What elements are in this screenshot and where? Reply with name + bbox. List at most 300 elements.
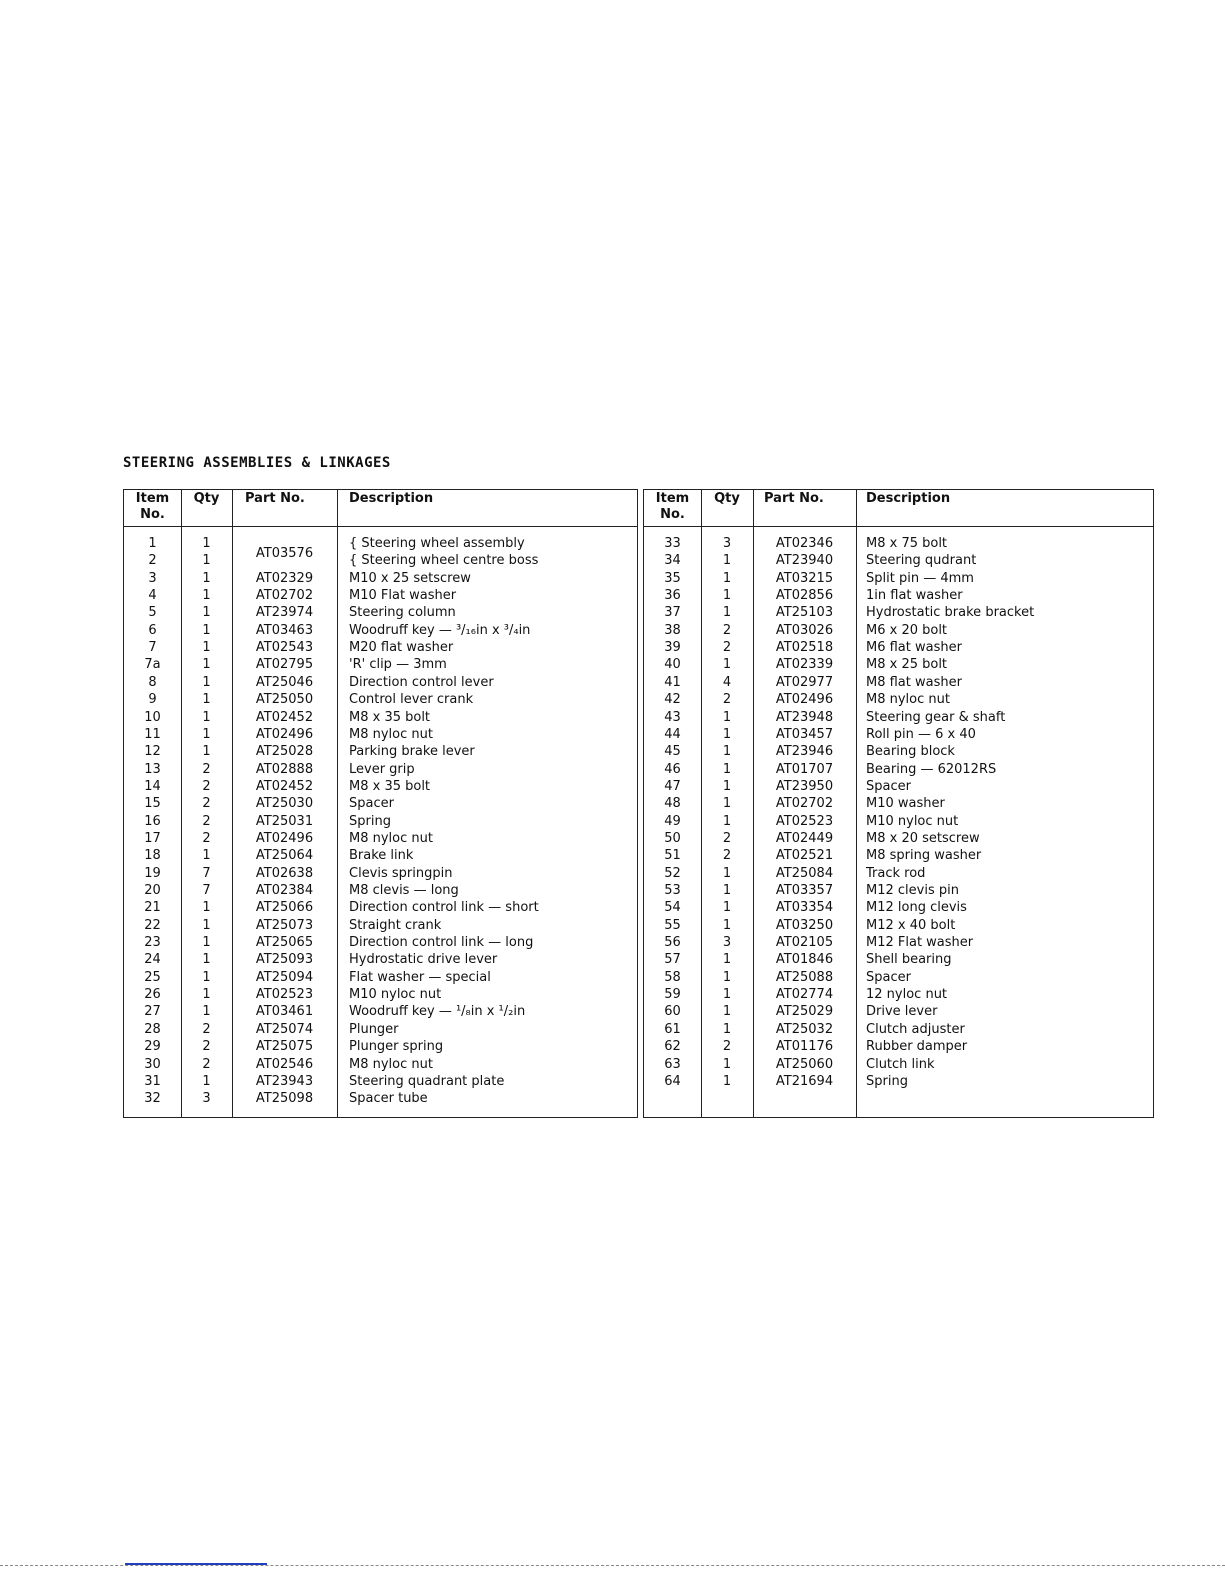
description-cell: Steering gear & shaft [866, 709, 1006, 725]
item-no-cell: 10 [144, 709, 161, 725]
qty-cell: 1 [202, 536, 211, 551]
table-row [644, 674, 1153, 691]
description-cell: M10 nyloc nut [349, 987, 442, 1003]
table-row [124, 726, 637, 743]
table-row [644, 986, 1153, 1003]
table-row [124, 882, 637, 899]
table-row [124, 917, 637, 934]
qty-cell: 1 [722, 1073, 732, 1089]
qty-cell: 1 [722, 883, 732, 898]
description-cell: Track rod [866, 865, 926, 881]
description-cell: Brake link [349, 848, 414, 864]
qty-cell: 3 [722, 536, 732, 551]
table-row [644, 865, 1153, 882]
part-no-cell: AT23950 [775, 778, 834, 794]
table-row [644, 535, 1153, 552]
qty-cell: 1 [722, 987, 732, 1003]
item-no-cell: 11 [144, 726, 161, 742]
qty-cell: 1 [722, 1021, 732, 1037]
part-no-cell: AT03357 [775, 883, 834, 898]
footer-divider [0, 1565, 1225, 1566]
part-no-cell: AT25066 [255, 900, 314, 916]
part-no-cell: AT02543 [255, 640, 314, 656]
part-no-cell: AT25032 [775, 1021, 834, 1037]
item-no-cell: 51 [664, 848, 681, 864]
part-no-cell: AT02452 [255, 778, 314, 794]
description-cell: Parking brake lever [349, 744, 475, 760]
qty-cell: 1 [202, 848, 211, 864]
qty-cell: 1 [202, 969, 211, 985]
item-no-cell: 26 [144, 987, 161, 1003]
item-no-cell: 13 [144, 761, 161, 777]
item-no-cell: 34 [664, 553, 681, 569]
table-row [644, 1021, 1153, 1038]
table-row [124, 1021, 637, 1038]
item-no-cell: 20 [144, 883, 161, 898]
part-no-cell: AT02329 [255, 570, 314, 586]
part-no-cell: AT01707 [775, 761, 834, 777]
table-row [644, 552, 1153, 569]
item-no-cell: 28 [144, 1021, 161, 1037]
item-no-cell: 14 [144, 778, 161, 794]
description-cell: Direction control link — long [349, 935, 534, 951]
qty-cell: 1 [722, 952, 732, 968]
description-cell: Flat washer — special [349, 969, 491, 985]
table-row [644, 813, 1153, 830]
table-row [644, 726, 1153, 743]
part-no-cell: AT03026 [775, 622, 834, 638]
item-no-cell: 15 [144, 796, 161, 812]
description-cell: M8 nyloc nut [866, 692, 950, 708]
footer-link-underline [125, 1563, 267, 1565]
description-cell: M8 x 25 bolt [866, 657, 948, 673]
table-row [124, 709, 637, 726]
qty-cell: 1 [202, 570, 211, 586]
part-no-cell: AT03250 [775, 917, 834, 933]
table-row [644, 656, 1153, 673]
item-no-cell: 2 [148, 553, 157, 569]
table-row [644, 1073, 1153, 1090]
qty-cell: 1 [722, 588, 732, 604]
description-cell: Lever grip [349, 761, 415, 777]
description-cell: Steering column [349, 605, 456, 621]
table-row [124, 1003, 637, 1020]
description-cell: 1in flat washer [866, 588, 963, 604]
part-no-cell: AT25050 [255, 692, 314, 708]
qty-cell: 1 [202, 952, 211, 968]
description-cell: Spacer [866, 778, 911, 794]
qty-cell: 1 [722, 726, 732, 742]
header-item-label: Item No. [655, 491, 690, 522]
part-no-cell: AT25028 [255, 744, 314, 760]
description-cell: Spacer tube [349, 1091, 428, 1107]
item-no-cell: 46 [664, 761, 681, 777]
table-row [644, 1003, 1153, 1020]
item-no-cell: 42 [664, 692, 681, 708]
table-row [644, 622, 1153, 639]
qty-cell: 1 [722, 709, 732, 725]
table-row [644, 917, 1153, 934]
qty-cell: 1 [202, 588, 211, 604]
part-no-cell: AT02496 [255, 726, 314, 742]
item-no-cell: 7a [144, 657, 161, 673]
table-row [644, 795, 1153, 812]
qty-cell: 2 [722, 640, 732, 656]
description-cell: Steering quadrant plate [349, 1073, 505, 1089]
description-cell: { Steering wheel centre boss [349, 553, 539, 569]
description-cell: M8 x 20 setscrew [866, 830, 980, 846]
description-cell: M10 washer [866, 796, 945, 812]
item-no-cell: 6 [148, 622, 157, 638]
description-cell: Control lever crank [349, 692, 474, 708]
header-item-no [644, 491, 701, 523]
part-no-cell: AT02523 [255, 987, 314, 1003]
part-no-cell: AT03461 [255, 1004, 314, 1020]
table-row [644, 587, 1153, 604]
item-no-cell: 60 [664, 1004, 681, 1020]
part-no-cell: AT23943 [255, 1073, 314, 1089]
description-cell: Direction control lever [349, 674, 494, 690]
table-row [644, 1056, 1153, 1073]
description-cell: M8 clevis — long [349, 883, 459, 898]
item-no-cell: 44 [664, 726, 681, 742]
qty-cell: 2 [202, 761, 211, 777]
parts-table-right [643, 489, 1154, 1118]
description-cell: 'R' clip — 3mm [349, 657, 447, 673]
description-cell: M8 nyloc nut [349, 830, 433, 846]
table-row [644, 743, 1153, 760]
part-no-cell: AT25103 [775, 605, 834, 621]
qty-cell: 2 [722, 622, 732, 638]
description-cell: M12 Flat washer [866, 935, 974, 951]
qty-cell: 1 [202, 553, 211, 569]
item-no-cell: 23 [144, 935, 161, 951]
header-divider [124, 526, 637, 527]
description-cell: 12 nyloc nut [866, 987, 948, 1003]
qty-cell: 1 [722, 778, 732, 794]
table-row [644, 899, 1153, 916]
table-row [644, 604, 1153, 621]
qty-cell: 1 [202, 987, 211, 1003]
qty-cell: 1 [722, 1056, 732, 1072]
table-row [124, 865, 637, 882]
table-row [124, 778, 637, 795]
item-no-cell: 31 [144, 1073, 161, 1089]
item-no-cell: 43 [664, 709, 681, 725]
header-description: Description [866, 491, 951, 506]
table-row [124, 1038, 637, 1055]
qty-cell: 2 [722, 692, 732, 708]
part-no-cell: AT25084 [775, 865, 834, 881]
item-no-cell: 22 [144, 917, 161, 933]
qty-cell: 2 [722, 1039, 732, 1055]
description-cell: Straight crank [349, 917, 442, 933]
table-row [124, 656, 637, 673]
part-no-cell: AT02702 [255, 588, 314, 604]
item-no-cell: 32 [144, 1091, 161, 1107]
qty-cell: 2 [202, 1056, 211, 1072]
item-no-cell: 7 [148, 640, 157, 656]
item-no-cell: 12 [144, 744, 161, 760]
table-row [124, 847, 637, 864]
item-no-cell: 38 [664, 622, 681, 638]
qty-cell: 1 [202, 935, 211, 951]
part-no-cell: AT02546 [255, 1056, 314, 1072]
description-cell: M10 Flat washer [349, 588, 457, 604]
qty-cell: 1 [722, 796, 732, 812]
description-cell: M6 flat washer [866, 640, 962, 656]
item-no-cell: 58 [664, 969, 681, 985]
description-cell: M12 long clevis [866, 900, 967, 916]
part-no-cell: AT02384 [255, 883, 314, 898]
description-cell: Spring [866, 1073, 908, 1089]
description-cell: Woodruff key — ¹/₈in x ¹/₂in [349, 1004, 526, 1020]
table-row [644, 639, 1153, 656]
qty-cell: 1 [722, 1004, 732, 1020]
table-row [124, 691, 637, 708]
item-no-cell: 5 [148, 605, 157, 621]
description-cell: Hydrostatic drive lever [349, 952, 498, 968]
qty-cell: 1 [202, 640, 211, 656]
table-row [124, 639, 637, 656]
description-cell: Spacer [349, 796, 394, 812]
qty-cell: 1 [202, 1004, 211, 1020]
description-cell: Split pin — 4mm [866, 570, 974, 586]
item-no-cell: 8 [148, 674, 157, 690]
qty-cell: 1 [722, 605, 732, 621]
description-cell: M8 x 35 bolt [349, 778, 431, 794]
item-no-cell: 41 [664, 674, 681, 690]
table-row [124, 761, 637, 778]
part-no-cell: AT03463 [255, 622, 314, 638]
description-cell: Steering qudrant [866, 553, 977, 569]
item-no-cell: 39 [664, 640, 681, 656]
part-no-cell: AT25093 [255, 952, 314, 968]
qty-cell: 2 [202, 813, 211, 829]
description-cell: M8 x 35 bolt [349, 709, 431, 725]
part-no-cell: AT25030 [255, 796, 314, 812]
item-no-cell: 33 [664, 536, 681, 551]
description-cell: M6 x 20 bolt [866, 622, 948, 638]
table-row [644, 934, 1153, 951]
header-item-no [124, 491, 181, 523]
parts-table-left [123, 489, 638, 1118]
qty-cell: 2 [202, 778, 211, 794]
table-row [644, 969, 1153, 986]
item-no-cell: 9 [148, 692, 157, 708]
table-row [124, 1073, 637, 1090]
part-no-cell: AT02496 [255, 830, 314, 846]
qty-cell: 7 [202, 883, 211, 898]
part-no-cell: AT02449 [775, 830, 834, 846]
description-cell: Hydrostatic brake bracket [866, 605, 1035, 621]
part-no-cell: AT03354 [775, 900, 834, 916]
item-no-cell: 17 [144, 830, 161, 846]
table-row [644, 830, 1153, 847]
description-cell: M10 x 25 setscrew [349, 570, 471, 586]
table-row [124, 622, 637, 639]
part-no-cell: AT25073 [255, 917, 314, 933]
description-cell: Clutch adjuster [866, 1021, 965, 1037]
table-row [124, 743, 637, 760]
item-no-cell: 3 [148, 570, 157, 586]
description-cell: Bearing block [866, 744, 955, 760]
table-row [124, 570, 637, 587]
table-row [124, 795, 637, 812]
item-no-cell: 36 [664, 588, 681, 604]
description-cell: M8 nyloc nut [349, 1056, 433, 1072]
table-row [124, 969, 637, 986]
header-qty: Qty [193, 491, 220, 506]
table-row [644, 709, 1153, 726]
item-no-cell: 19 [144, 865, 161, 881]
item-no-cell: 61 [664, 1021, 681, 1037]
item-no-cell: 49 [664, 813, 681, 829]
table-row [644, 570, 1153, 587]
merged-part-cell [124, 537, 637, 571]
description-cell: Roll pin — 6 x 40 [866, 726, 976, 742]
item-no-cell: 62 [664, 1039, 681, 1055]
table-row [644, 761, 1153, 778]
description-cell: M20 flat washer [349, 640, 454, 656]
qty-cell: 2 [202, 796, 211, 812]
table-row [124, 986, 637, 1003]
table-row [124, 934, 637, 951]
item-no-cell: 64 [664, 1073, 681, 1089]
table-row [644, 951, 1153, 968]
table-row [124, 604, 637, 621]
part-no-cell: AT25064 [255, 848, 314, 864]
description-cell: Shell bearing [866, 952, 952, 968]
item-no-cell: 24 [144, 952, 161, 968]
table-row [124, 1056, 637, 1073]
description-cell: Plunger [349, 1021, 399, 1037]
part-no-cell: AT25065 [255, 935, 314, 951]
table-row [124, 587, 637, 604]
qty-cell: 1 [722, 900, 732, 916]
item-no-cell: 63 [664, 1056, 681, 1072]
description-cell: Clutch link [866, 1056, 935, 1072]
qty-cell: 3 [722, 935, 732, 951]
item-no-cell: 16 [144, 813, 161, 829]
item-no-cell: 48 [664, 796, 681, 812]
qty-cell: 1 [202, 1073, 211, 1089]
qty-cell: 4 [722, 674, 732, 690]
part-no-cell: AT03576 [255, 546, 314, 561]
item-no-cell: 55 [664, 917, 681, 933]
table-row [124, 899, 637, 916]
part-no-cell: AT25098 [255, 1091, 314, 1107]
description-cell: M8 spring washer [866, 848, 982, 864]
table-row [124, 813, 637, 830]
description-cell: Spacer [866, 969, 911, 985]
part-no-cell: AT03457 [775, 726, 834, 742]
part-no-cell: AT02452 [255, 709, 314, 725]
table-row [644, 691, 1153, 708]
qty-cell: 1 [202, 692, 211, 708]
item-no-cell: 56 [664, 935, 681, 951]
item-no-cell: 37 [664, 605, 681, 621]
table-row [124, 830, 637, 847]
part-no-cell: AT25094 [255, 969, 314, 985]
item-no-cell: 50 [664, 830, 681, 846]
item-no-cell: 27 [144, 1004, 161, 1020]
qty-cell: 2 [202, 1039, 211, 1055]
table-row [644, 882, 1153, 899]
description-cell: Plunger spring [349, 1039, 444, 1055]
item-no-cell: 30 [144, 1056, 161, 1072]
item-no-cell: 21 [144, 900, 161, 916]
item-no-cell: 18 [144, 848, 161, 864]
description-cell: Bearing — 62012RS [866, 761, 997, 777]
qty-cell: 1 [722, 761, 732, 777]
table-row [124, 1090, 637, 1107]
header-part-no: Part No. [245, 491, 305, 506]
part-no-cell: AT25088 [775, 969, 834, 985]
part-no-cell: AT25031 [255, 813, 314, 829]
description-cell: M8 flat washer [866, 674, 962, 690]
description-cell: M12 clevis pin [866, 883, 959, 898]
part-no-cell: AT23948 [775, 709, 834, 725]
header-item-label: Item No. [135, 491, 170, 522]
item-no-cell: 29 [144, 1039, 161, 1055]
qty-cell: 1 [202, 900, 211, 916]
table-row [124, 951, 637, 968]
item-no-cell: 40 [664, 657, 681, 673]
part-no-cell: AT02702 [775, 796, 834, 812]
description-cell: { Steering wheel assembly [349, 536, 525, 551]
part-no-cell: AT03215 [775, 570, 834, 586]
description-cell: Drive lever [866, 1004, 938, 1020]
item-no-cell: 45 [664, 744, 681, 760]
header-divider [644, 526, 1153, 527]
qty-cell: 1 [202, 657, 211, 673]
qty-cell: 2 [202, 830, 211, 846]
description-cell: M10 nyloc nut [866, 813, 959, 829]
item-no-cell: 25 [144, 969, 161, 985]
qty-cell: 1 [722, 744, 732, 760]
qty-cell: 7 [202, 865, 211, 881]
qty-cell: 1 [722, 657, 732, 673]
qty-cell: 1 [202, 709, 211, 725]
item-no-cell: 59 [664, 987, 681, 1003]
part-no-cell: AT02977 [775, 674, 834, 690]
part-no-cell: AT01846 [775, 952, 834, 968]
qty-cell: 1 [722, 553, 732, 569]
qty-cell: 1 [202, 917, 211, 933]
part-no-cell: AT21694 [775, 1073, 834, 1089]
part-no-cell: AT02774 [775, 987, 834, 1003]
qty-cell: 3 [202, 1091, 211, 1107]
part-no-cell: AT25074 [255, 1021, 314, 1037]
table-row [644, 847, 1153, 864]
part-no-cell: AT02523 [775, 813, 834, 829]
qty-cell: 2 [722, 848, 732, 864]
part-no-cell: AT02346 [775, 536, 834, 551]
qty-cell: 1 [722, 865, 732, 881]
description-cell: Clevis springpin [349, 865, 453, 881]
item-no-cell: 4 [148, 588, 157, 604]
part-no-cell: AT02638 [255, 865, 314, 881]
item-no-cell: 53 [664, 883, 681, 898]
part-no-cell: AT01176 [775, 1039, 834, 1055]
part-no-cell: AT02518 [775, 640, 834, 656]
description-cell: Woodruff key — ³/₁₆in x ³/₄in [349, 622, 531, 638]
header-part-no: Part No. [764, 491, 824, 506]
part-no-cell: AT02888 [255, 761, 314, 777]
qty-cell: 1 [202, 605, 211, 621]
qty-cell: 2 [202, 1021, 211, 1037]
